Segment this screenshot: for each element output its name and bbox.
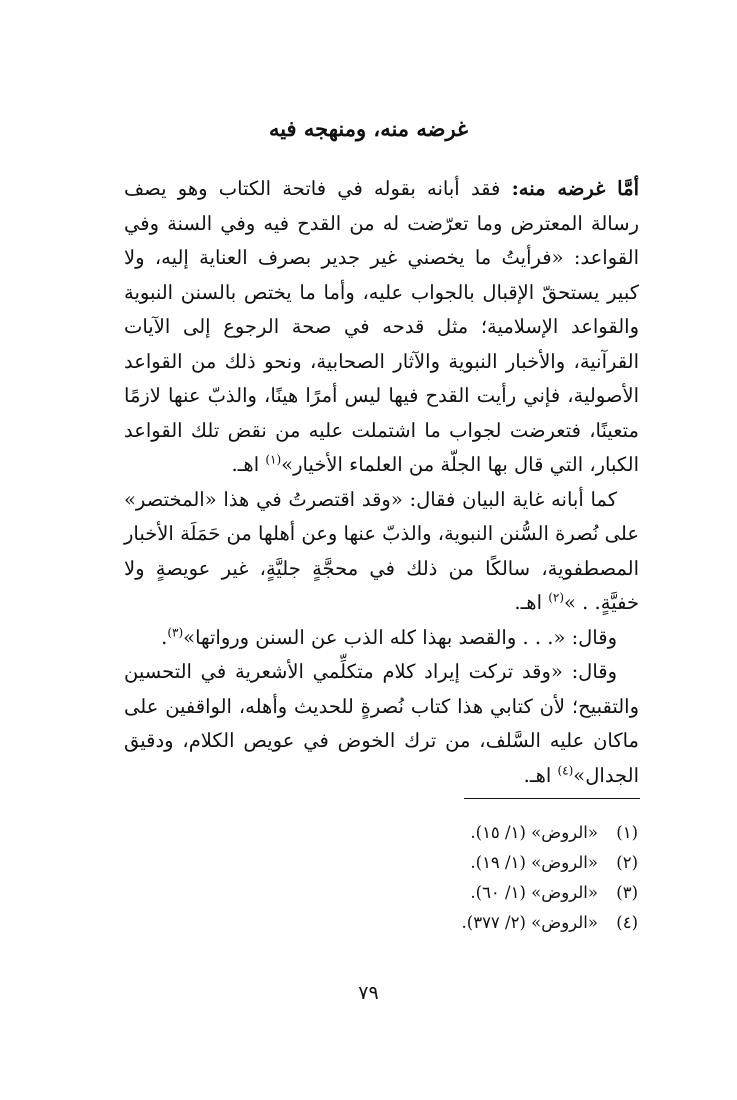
section-heading: غرضه منه، ومنهجه فيه [268,116,469,141]
paragraph-lead: أمَّا غرضه منه: [511,177,639,200]
paragraph-1 [124,172,639,483]
footnote-number: (٢) [616,853,638,872]
footnote-ref-3[interactable]: (٣) [167,625,184,639]
footnote-item [300,818,638,848]
paragraph-4 [124,655,639,793]
paragraph-1-text: فقد أبانه بقوله في فاتحة الكتاب وهو يصف رسالة المعترض وما تعرّضت له من القدح فيه وفي السنة وفي القواعد: «فرأيتُ ما يخصني غير جدير بصرف العناية إليه، ولا كبير يستحقّ الإقبال بالجواب عليه، وأما ما يختص بالسنن النبوية والقواعد الإسلامية؛ مثل قدحه في صحة الرجوع إلى الآيات القرآنية، والأخبار النبوية والآثار الصحابية، ونحو ذلك من القواعد الأصولية، فإني رأيت القدح فيها ليس أمرًا هينًا، والذبّ عنها لازمًا متعينًا، فتعرضت لجواب ما اشتملت عليه من نقض تلك القواعد الكبار، التي قال بها الجلّة من العلماء الأخيار» [124,177,639,476]
footnote-item [300,848,638,878]
footnote-ref-4[interactable]: (٤) [557,763,574,777]
main-text [124,172,639,793]
page-number: ٧٩ [358,982,379,1004]
footnote-number: (٣) [616,883,638,902]
paragraph-3-end: . [161,625,168,649]
footnote-item [300,908,638,938]
paragraph-2-text: كما أبانه غاية البيان فقال: «وقد اقتصرتُ في هذا «المختصر» على نُصرة السُّنن النبوية، والذبّ عنها وعن أهلها من حَمَلَة الأخبار المصطفوية، سالكًا من ذلك في محجَّةٍ جليَّةٍ، غير عويصةٍ ولا خفيَّةٍ. . » [124,487,639,614]
footnote-text: «الروض» (١/ ١٩). [470,853,598,872]
footnote-text: «الروض» (٢/ ٣٧٧). [461,913,598,932]
paragraph-3 [124,621,639,656]
footnote-number: (٤) [616,913,638,932]
footnote-ref-1[interactable]: (١) [265,452,282,467]
footnote-number: (١) [616,823,638,842]
paragraph-2 [124,483,639,621]
paragraph-2-end: اهـ. [514,591,549,614]
paragraph-4-end: اهـ. [523,763,558,787]
paragraph-1-end: اهـ. [231,453,266,476]
paragraph-3-text: وقال: «. . . والقصد بهذا كله الذب عن السنن ورواتها» [183,625,617,649]
footnote-separator [464,798,640,799]
footnote-text: «الروض» (١/ ٦٠). [470,883,598,902]
footnote-text: «الروض» (١/ ١٥). [470,823,598,842]
footnote-ref-2[interactable]: (٢) [548,590,565,605]
paragraph-4-text: وقال: «وقد تركت إيراد كلام متكلِّمي الأشعرية في التحسين والتقبيح؛ لأن كتابي هذا كتاب نُصرةٍ للحديث وأهله، الواقفين على ماكان عليه السَّلف، من ترك الخوض في عويص الكلام، ودقيق الجدال» [124,660,639,787]
footnotes [300,818,638,938]
footnote-item [300,878,638,908]
